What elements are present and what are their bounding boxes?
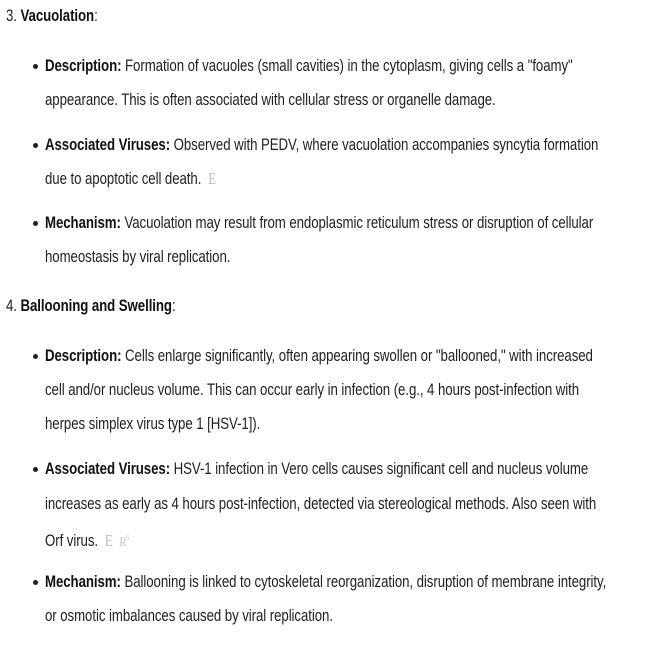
- item-text: homeostasis by viral replication.: [45, 247, 231, 266]
- section-title-colon: :: [171, 296, 176, 315]
- item-text: appearance. This is often associated with cellular stress or organelle damage.: [45, 90, 496, 109]
- item-text: Vacuolation may result from endoplasmic reticulum stress or disruption of cellular: [124, 213, 594, 232]
- item-label: Mechanism: [45, 213, 117, 232]
- item-label-colon: :: [165, 459, 171, 478]
- section-title: Vacuolation: [20, 6, 95, 25]
- item-text: herpes simplex virus type 1 [HSV-1]).: [45, 414, 261, 433]
- item-label: Description: [45, 346, 118, 365]
- citation-icon[interactable]: E: [208, 169, 217, 188]
- item-label-colon: :: [117, 56, 122, 75]
- item-text: HSV-1 infection in Vero cells causes significant cell and nucleus volume: [173, 459, 589, 478]
- bullet-icon: [33, 143, 38, 148]
- item-label: Mechanism: [45, 572, 117, 591]
- bullet-icon: [33, 467, 38, 472]
- item-label-colon: :: [116, 213, 121, 232]
- list-item-line: [45, 494, 596, 514]
- bullet-icon: [33, 221, 38, 226]
- bullet-icon: [33, 354, 38, 359]
- item-text: Ballooning is linked to cytoskeletal reorganization, disruption of membrane integrity,: [124, 572, 607, 591]
- item-text: Observed with PEDV, where vacuolation accompanies syncytia formation: [173, 135, 599, 154]
- section-title-colon: :: [94, 6, 98, 25]
- citation-icon[interactable]: E: [104, 531, 113, 550]
- list-item-line: [45, 380, 579, 400]
- list-item-line: [45, 247, 230, 267]
- item-label-colon: :: [165, 135, 171, 154]
- item-text: increases as early as 4 hours post-infection, detected via stereological methods. Also seen with: [45, 494, 597, 513]
- list-item-line: [45, 528, 129, 552]
- item-label: Associated Viruses: [45, 135, 166, 154]
- list-item-line: [45, 135, 598, 155]
- item-label: Description: [45, 56, 118, 75]
- section-title: Ballooning and Swelling: [20, 296, 172, 315]
- list-item-line: [45, 606, 333, 626]
- item-text: due to apoptotic cell death.: [45, 169, 202, 188]
- section-number: 4.: [6, 296, 17, 315]
- citation-icon[interactable]: [119, 534, 128, 549]
- citation-letter: R: [119, 534, 127, 549]
- bullet-icon: [33, 580, 38, 585]
- item-label-colon: :: [116, 572, 121, 591]
- list-item-line: [45, 414, 260, 434]
- bullet-icon: [33, 64, 38, 69]
- item-text: or osmotic imbalances caused by viral replication.: [45, 606, 333, 625]
- item-text: Cells enlarge significantly, often appearing swollen or "ballooned," with increased: [125, 346, 593, 365]
- item-text: cell and/or nucleus volume. This can occur early in infection (e.g., 4 hours post-infection with: [45, 380, 579, 399]
- list-item-line: [45, 459, 588, 479]
- section-heading-vacuolation: [6, 6, 98, 26]
- list-item-line: [45, 169, 216, 189]
- list-item-line: [45, 90, 496, 110]
- item-text: Orf virus.: [45, 531, 99, 550]
- item-text: Formation of vacuoles (small cavities) in the cytoplasm, giving cells a "foamy": [125, 56, 573, 75]
- item-label: Associated Viruses: [45, 459, 166, 478]
- list-item-line: [45, 56, 573, 76]
- citation-count: 6: [126, 534, 129, 542]
- list-item-line: [45, 213, 593, 233]
- list-item-line: [45, 346, 593, 366]
- section-heading-ballooning: [6, 296, 176, 316]
- item-label-colon: :: [117, 346, 122, 365]
- list-item-line: [45, 572, 606, 592]
- section-number: 3.: [6, 6, 17, 25]
